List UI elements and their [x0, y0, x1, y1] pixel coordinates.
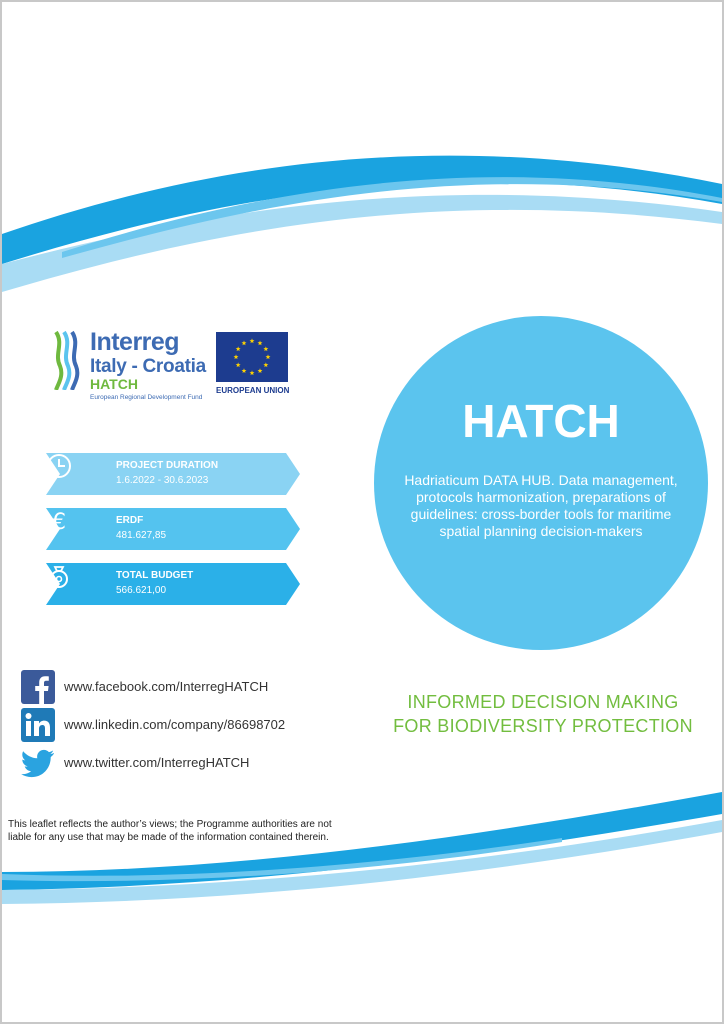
ribbon-value: 481.627,85 — [116, 530, 167, 541]
ribbon-title: TOTAL BUDGET — [116, 570, 194, 581]
erdf-ribbon — [46, 508, 300, 550]
ribbon-title: PROJECT DURATION — [116, 460, 219, 471]
linkedin-icon — [20, 708, 56, 742]
disclaimer-text: This leaflet reflects the author’s views; the Programme authorities are not liable for any use that may be made of the information contained therein. — [8, 819, 332, 843]
facebook-url[interactable]: www.facebook.com/InterregHATCH — [64, 679, 269, 694]
interreg-logo — [52, 328, 292, 408]
ribbon-title: ERDF — [116, 515, 144, 526]
total-budget-ribbon — [46, 563, 300, 605]
circle-description: Hadriaticum DATA HUB. Data management, protocols harmonization, preparations of guidelines: cross-border tools for maritime spatial planning decision-makers — [404, 472, 678, 539]
tagline-line-1: INFORMED DECISION MAKING — [407, 692, 679, 712]
fund-name: European Regional Development Fund — [90, 394, 203, 401]
brand-name: Interreg — [90, 328, 180, 356]
project-duration-ribbon — [46, 453, 300, 495]
ribbon-value: 1.6.2022 - 30.6.2023 — [116, 475, 209, 486]
euro-icon — [46, 508, 72, 534]
programme-region: Italy - Croatia — [90, 356, 206, 377]
clock-icon — [46, 453, 72, 479]
eu-flag-icon — [216, 332, 288, 382]
twitter-url[interactable]: www.twitter.com/InterregHATCH — [64, 755, 250, 770]
circle-title: HATCH — [462, 395, 620, 447]
twitter-icon — [20, 746, 56, 780]
eu-label: EUROPEAN UNION — [216, 386, 290, 395]
interreg-wave-mark-icon — [52, 330, 84, 390]
ribbon-value: 566.621,00 — [116, 585, 167, 596]
tagline — [376, 690, 710, 738]
tagline-line-2: FOR BIODIVERSITY PROTECTION — [393, 716, 693, 736]
money-bag-icon — [46, 563, 72, 589]
hatch-circle — [374, 316, 708, 650]
linkedin-url[interactable]: www.linkedin.com/company/86698702 — [64, 717, 286, 732]
project-name: HATCH — [90, 376, 138, 392]
svg-text:€: € — [52, 510, 66, 534]
facebook-icon — [20, 670, 56, 704]
